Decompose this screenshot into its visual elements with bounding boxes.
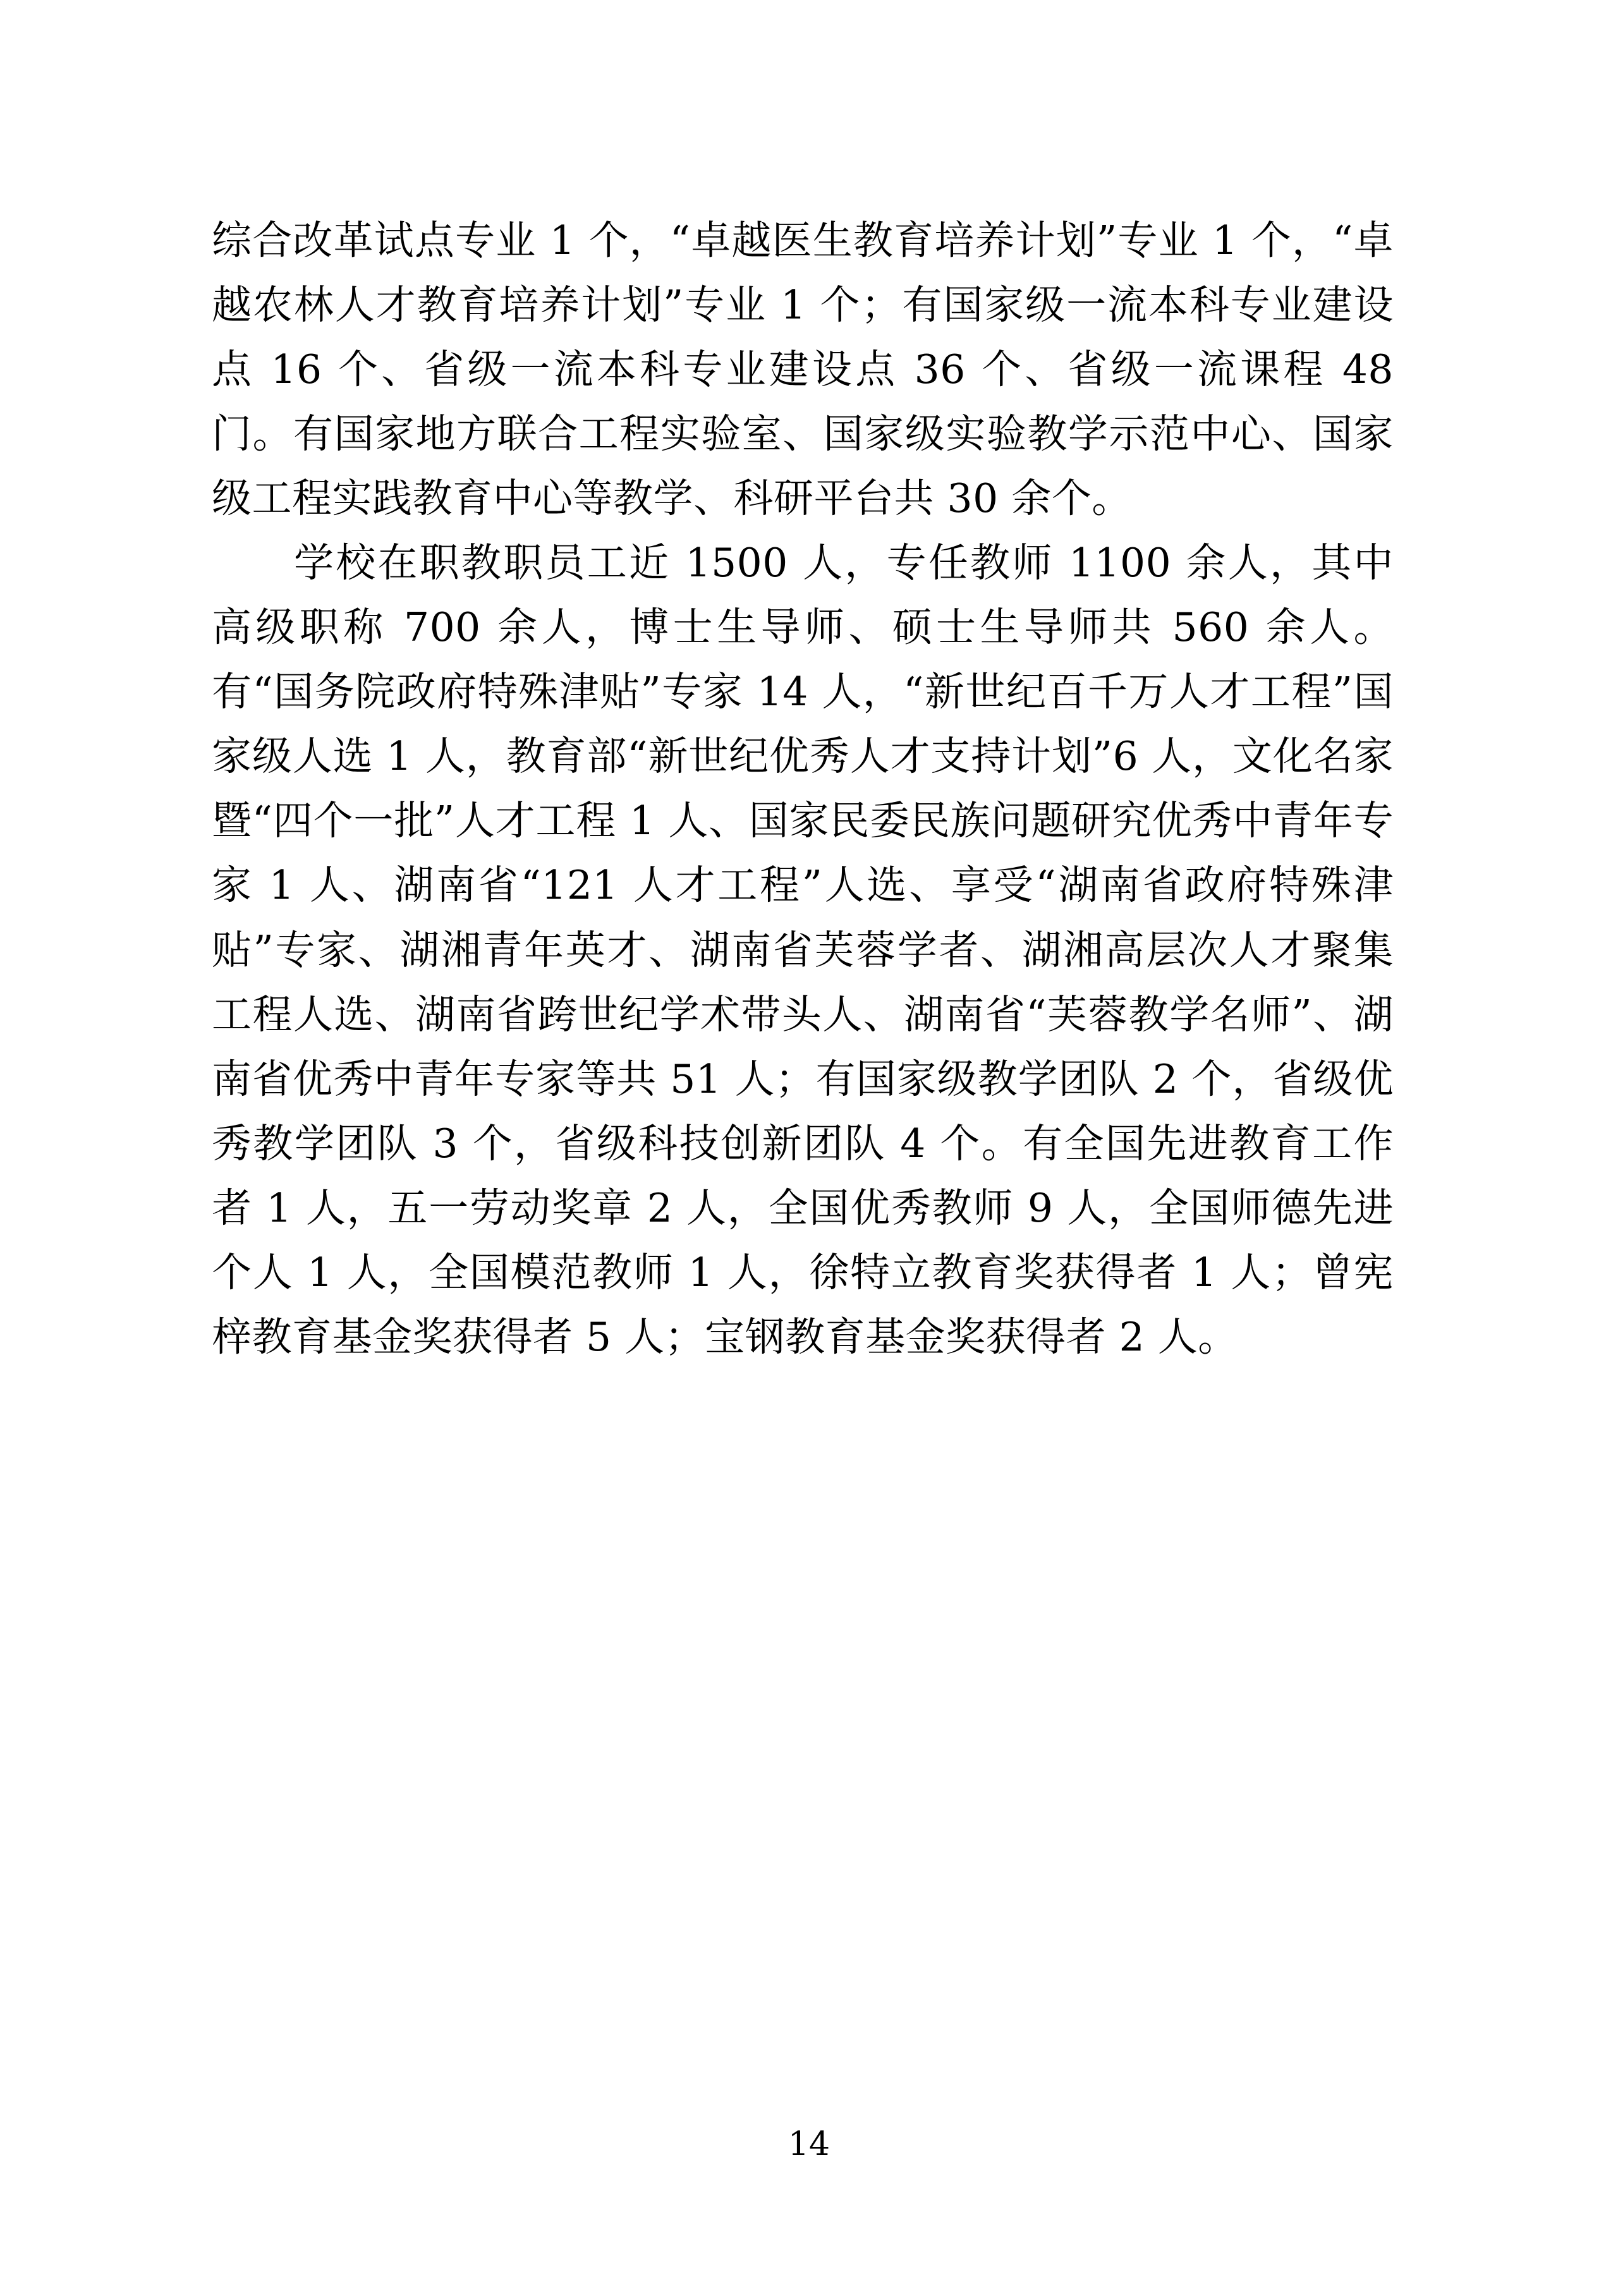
document-body xyxy=(212,209,1394,1370)
paragraph-2: 学校在职教职员工近 1500 人，专任教师 1100 余人，其中高级职称 700 余人，博士生导师、硕士生导师共 560 余人。有“国务院政府特殊津贴”专家 14 人，“新世纪百千万人才工程”国家级人选 1 人，教育部“新世纪优秀人才支持计划”6 人，文化名家暨“四个一批”人才工程 1 人、国家民委民族问题研究优秀中青年专家 1 人、湖南省“121 人才工程”人选、享受“湖南省政府特殊津贴”专家、湖湘青年英才、湖南省芙蓉学者、湖湘高层次人才聚集工程人选、湖南省跨世纪学术带头人、湖南省“芙蓉教学名师”、湖南省优秀中青年专家等共 51 人；有国家级教学团队 2 个，省级优秀教学团队 3 个，省级科技创新团队 4 个。有全国先进教育工作者 1 人，五一劳动奖章 2 人，全国优秀教师 9 人，全国师德先进个人 1 人，全国模范教师 1 人，徐特立教育奖获得者 1 人；曾宪梓教育基金奖获得者 5 人；宝钢教育基金奖获得者 2 人。 xyxy=(212,540,1394,1360)
paragraph-1: 综合改革试点专业 1 个，“卓越医生教育培养计划”专业 1 个，“卓越农林人才教育培养计划”专业 1 个；有国家级一流本科专业建设点 16 个、省级一流本科专业建设点 36 个、省级一流课程 48 门。有国家地方联合工程实验室、国家级实验教学示范中心、国家级工程实践教育中心等教学、科研平台共 30 余个。 xyxy=(212,217,1394,522)
page-number: 14 xyxy=(788,2125,830,2163)
